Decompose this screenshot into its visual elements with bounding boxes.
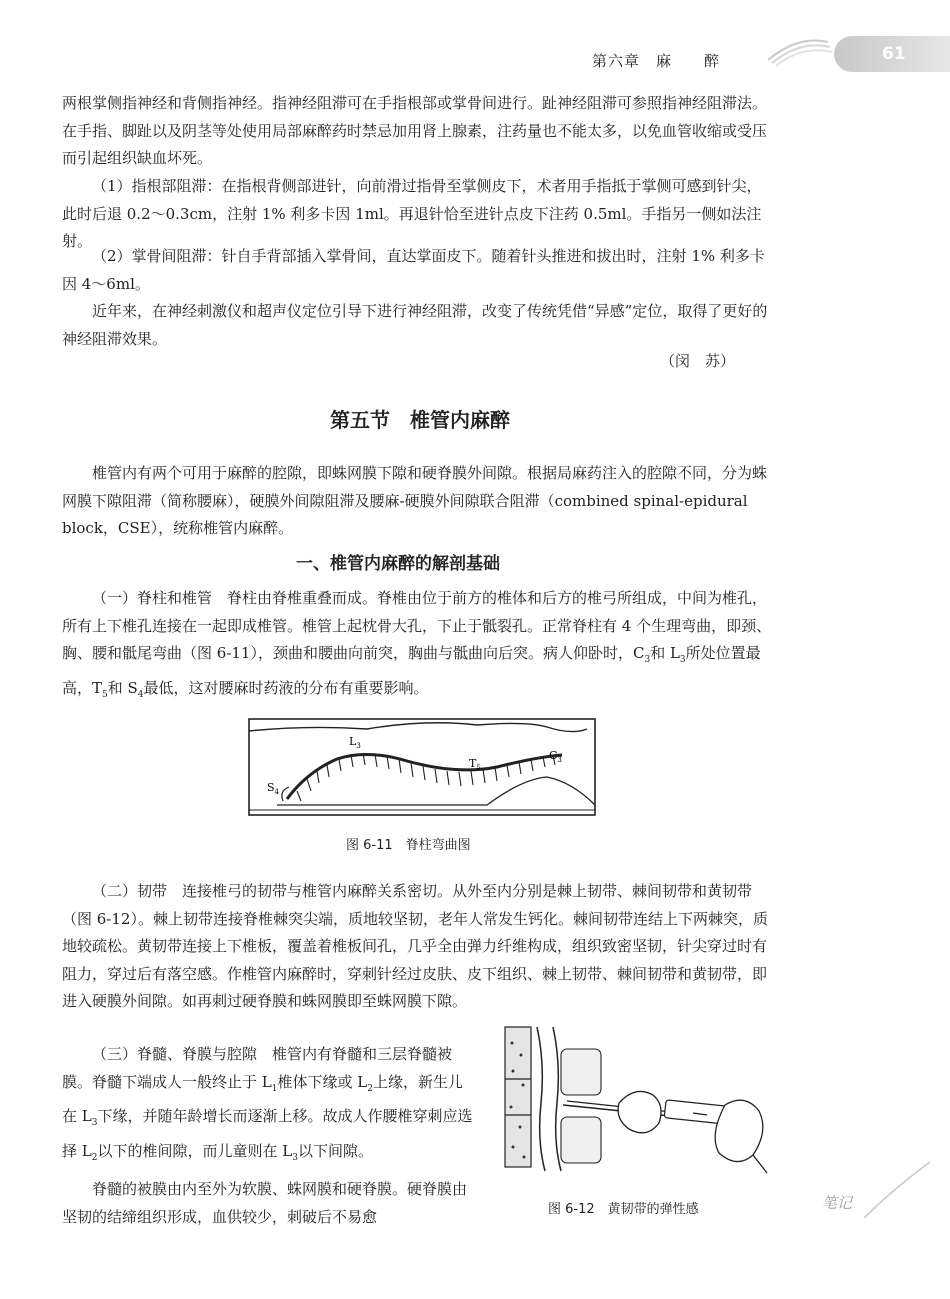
spine-curvature-figure	[247, 717, 597, 817]
paragraph-spinal-cord: （三）脊髓、脊膜与腔隙 椎管内有脊髓和三层脊髓被膜。脊髓下端成人一般终止于 $L_1$椎体下缘或 $L_2$上缘，新生儿在 $L_3$下缘，并随年龄增长而逐渐上移。故成人作腰椎穿刺应选择 $L_2$以下的椎间隙，而儿童则在 $L_3$以下间隙。	[62, 1045, 473, 1163]
sub-title: 一、椎管内麻醉的解剖基础	[296, 554, 500, 574]
label-c3: $C_3$	[549, 749, 562, 764]
page-number: 61	[834, 36, 950, 72]
pen-stroke-icon	[862, 1160, 932, 1220]
paragraph-metacarpal-block: （2）掌骨间阻滞：针自手背部插入掌骨间，直达掌面皮下。随着针头推进和拔出时，注射 1% 利多卡因 4～6ml。	[62, 247, 765, 293]
swirl-decoration-icon	[758, 30, 838, 70]
paragraph-finger-root-block: （1）指根部阻滞：在指根背侧部进针，向前滑过指骨至掌侧皮下，术者用手指抵于掌侧可感到针尖，此时后退 0.2～0.3cm，注射 1% 利多卡因 1ml。再退针恰至进针点皮下注药 0.5ml。手指另一侧如法注射。	[62, 177, 762, 250]
paragraph-intro: 椎管内有两个可用于麻醉的腔隙，即蛛网膜下隙和硬脊膜外间隙。根据局麻药注入的腔隙不同，分为蛛网膜下隙阻滞（简称腰麻），硬膜外间隙阻滞及腰麻-硬膜外间隙联合阻滞（combined spinal-epidural block，CSE），统称椎管内麻醉。	[62, 464, 768, 537]
paragraph-meninges: 脊髓的被膜由内至外为软膜、蛛网膜和硬脊膜。硬脊膜由坚韧的结缔组织形成，血供较少，刺破后不易愈	[62, 1180, 468, 1226]
chapter-header: 第六章 麻 醉	[592, 52, 721, 70]
paragraph-recent-advances: 近年来，在神经刺激仪和超声仪定位引导下进行神经阻滞，改变了传统凭借“异感”定位，取得了更好的神经阻滞效果。	[62, 302, 768, 348]
paragraph-finger-nerve: 两根掌侧指神经和背侧指神经。指神经阻滞可在手指根部或掌骨间进行。趾神经阻滞可参照指神经阻滞法。在手指、脚趾以及阴茎等处使用局部麻醉药时禁忌加用肾上腺素，注药量也不能太多，以免血管收缩或受压而引起组织缺血坏死。	[62, 94, 768, 167]
margin-note-label: 笔记	[822, 1194, 853, 1212]
ligamentum-flavum-figure	[497, 1023, 777, 1175]
label-s4: $S_4$	[267, 781, 280, 796]
figure-6-12-caption: 图 6-12 黄韧带的弹性感	[548, 1202, 699, 1217]
paragraph-ligaments: （二）韧带 连接椎弓的韧带与椎管内麻醉关系密切。从外至内分别是棘上韧带、棘间韧带和黄韧带（图 6-12）。棘上韧带连接脊椎棘突尖端，质地较坚韧，老年人常发生钙化。棘间韧带连结上下两棘突，质地较疏松。黄韧带连接上下椎板，覆盖着椎板间孔，几乎全由弹力纤维构成，组织致密坚韧，针尖穿过时有阻力，穿过后有落空感。作椎管内麻醉时，穿刺针经过皮肤、皮下组织、棘上韧带、棘间韧带和黄韧带，即进入硬膜外间隙。如再刺过硬脊膜和蛛网膜即至蛛网膜下隙。	[62, 882, 768, 1010]
label-l3: $L_3$	[349, 735, 361, 750]
paragraph-spine-canal: （一）脊柱和椎管 脊柱由脊椎重叠而成。脊椎由位于前方的椎体和后方的椎弓所组成，中间为椎孔，所有上下椎孔连接在一起即成椎管。椎管上起枕骨大孔，下止于骶裂孔。正常脊柱有 4 个生理弯曲，即颈、胸、腰和骶尾弯曲（图 6-11），颈曲和腰曲向前突，胸曲与骶曲向后突。病人仰卧时，$C_3$和 $L_3$所处位置最高，$T_5$和 $S_4$最低，这对腰麻时药液的分布有重要影响。	[62, 589, 772, 700]
section-title: 第五节 椎管内麻醉	[330, 408, 510, 432]
label-t5: $T_5$	[469, 757, 481, 772]
author-name: （闵 苏）	[660, 352, 736, 370]
figure-6-11-caption: 图 6-11 脊柱弯曲图	[346, 838, 471, 853]
